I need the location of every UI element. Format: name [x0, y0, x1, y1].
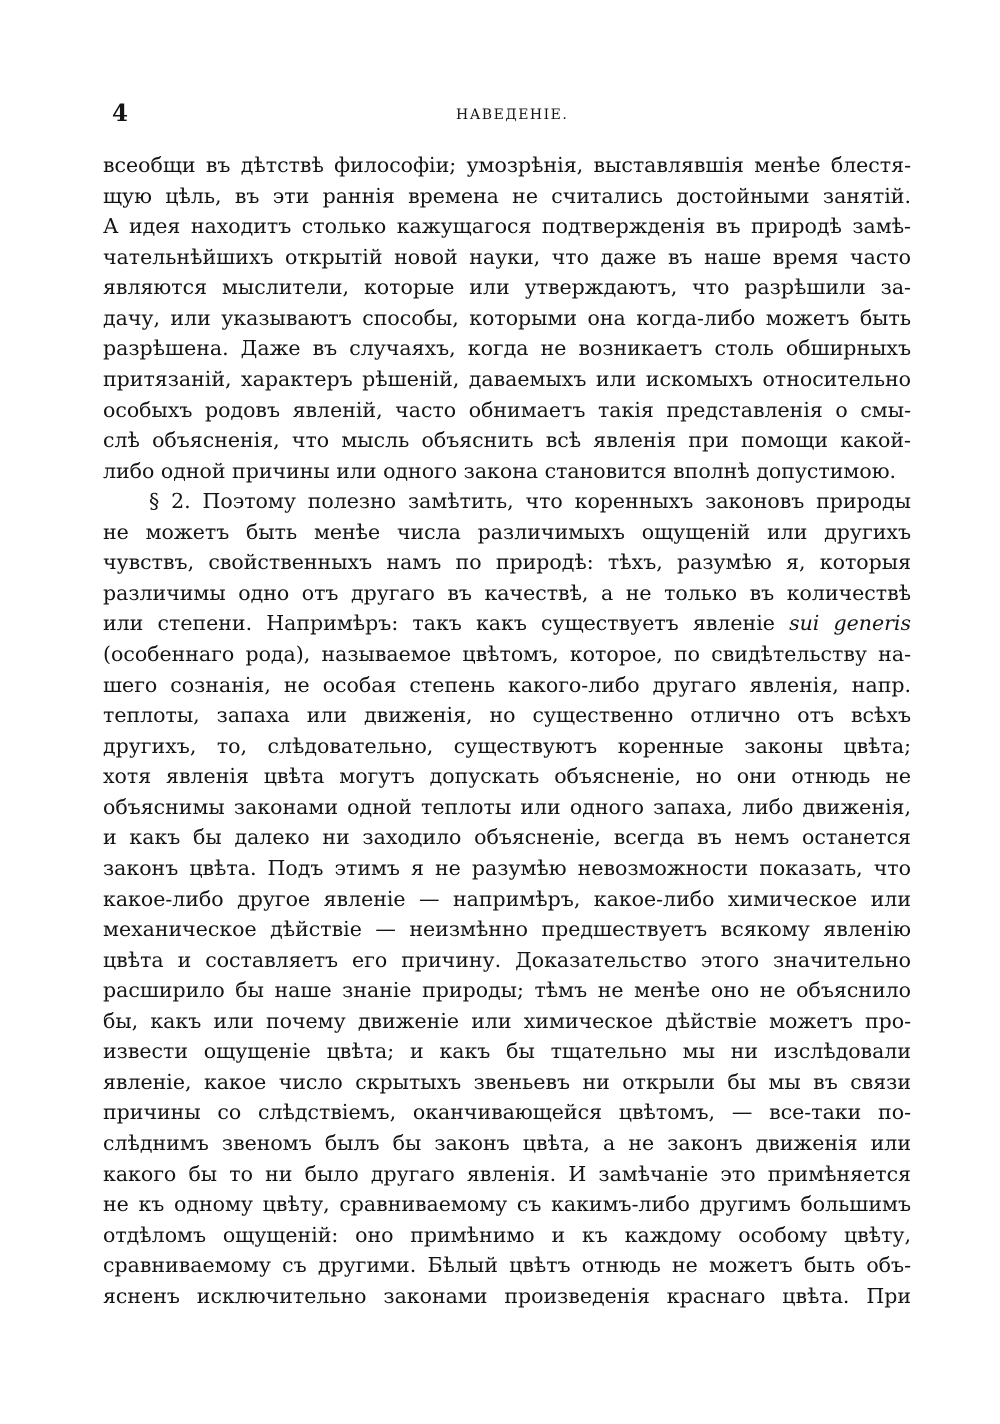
text-line: бы, какъ или почему движеніе или химическое дѣйствіе можетъ про- — [103, 1008, 911, 1033]
section-2-start-line: § 2. Поэтому полезно замѣтить, что коренныхъ законовъ природы — [149, 489, 911, 514]
text-line: различимы одно отъ другаго въ качествѣ, а не только въ количествѣ — [103, 580, 911, 605]
text-line: причины со слѣдствіемъ, оканчивающейся цвѣтомъ, — все-таки по- — [103, 1100, 911, 1125]
text-line: дачу, или указываютъ способы, которыми она когда-либо можетъ быть — [103, 305, 911, 330]
text-line: являются мыслители, которые или утверждаютъ, что разрѣшили за- — [103, 275, 911, 300]
text-line: чательнѣйшихъ открытій новой науки, что даже въ наше время часто — [103, 244, 911, 269]
text-line: не можетъ быть менѣе числа различимыхъ ощущеній или другихъ — [103, 519, 911, 544]
text-line: законъ цвѣта. Подъ этимъ я не разумѣю невозможности показать, что — [103, 855, 911, 880]
text-line: всеобщи въ дѣтствѣ философіи; умозрѣнія, выставлявшія менѣе блестя- — [103, 153, 911, 177]
italic-latin-term: sui generis — [789, 611, 911, 636]
text-line: А идея находитъ столько кажущагося подтвержденія въ природѣ замѣ- — [103, 214, 911, 239]
text-line: ясненъ исключительно законами произведенія краснаго цвѣта. При — [103, 1283, 911, 1308]
text-line: объяснимы законами одной теплоты или одного запаха, либо движенія, — [103, 794, 911, 819]
text-line: другихъ, то, слѣдовательно, существуютъ коренные законы цвѣта; — [103, 733, 911, 758]
text-line: щую цѣль, въ эти раннія времена не считались достойными занятій. — [103, 183, 911, 208]
text-line: не къ одному цвѣту, сравниваемому съ какимъ-либо другимъ большимъ — [103, 1192, 911, 1217]
text-line: разрѣшена. Даже въ случаяхъ, когда не возникаетъ столь обширныхъ — [103, 336, 911, 361]
body-text — [103, 150, 911, 1311]
text-line: особыхъ родовъ явленій, часто обнимаетъ такія представленія о смы- — [103, 397, 911, 422]
text-line: теплоты, запаха или движенія, но существенно отлично отъ всѣхъ — [103, 703, 911, 728]
paragraph-end-line: либо одной причины или одного закона становится вполнѣ допустимою. — [103, 458, 897, 483]
line-text: или степени. Напримѣръ: такъ какъ существуетъ явленіе — [103, 611, 775, 636]
page-number: 4 — [112, 100, 129, 127]
text-line: (особеннаго рода), называемое цвѣтомъ, которое, по свидѣтельству на- — [103, 642, 911, 666]
text-line: сравниваемому съ другими. Бѣлый цвѣтъ отнюдь не можетъ быть объ- — [103, 1253, 911, 1278]
text-line: притязаній, характеръ рѣшеній, даваемыхъ или искомыхъ относительно — [103, 366, 911, 391]
text-line: хотя явленія цвѣта могутъ допускать объясненіе, но они отнюдь не — [103, 764, 911, 789]
text-line: чувствъ, свойственныхъ намъ по природѣ: тѣхъ, разумѣю я, которыя — [103, 550, 911, 575]
text-line: механическое дѣйствіе — неизмѣнно предшествуетъ всякому явленію — [103, 917, 911, 942]
text-line: и какъ бы далеко ни заходило объясненіе, всегда въ немъ останется — [103, 825, 911, 850]
text-line: какое-либо другое явленіе — напримѣръ, какое-либо химическое или — [103, 886, 911, 911]
text-line: какого бы то ни было другаго явленія. И замѣчаніе это примѣняется — [103, 1161, 911, 1186]
text-line: расширило бы наше знаніе природы; тѣмъ не менѣе оно не объяснило — [103, 978, 911, 1003]
text-line: явленіе, какое число скрытыхъ звеньевъ ни открыли бы мы въ связи — [103, 1069, 911, 1094]
text-line: цвѣта и составляетъ его причину. Доказательство этого значительно — [103, 947, 911, 972]
text-line: слѣ объясненія, что мысль объяснить всѣ явленія при помощи какой- — [103, 428, 911, 453]
running-head: НАВЕДЕНІЕ. — [456, 107, 569, 123]
text-line: отдѣломъ ощущеній: оно примѣнимо и къ каждому особому цвѣту, — [103, 1222, 911, 1247]
text-line-with-italic — [103, 608, 911, 639]
text-line: извести ощущеніе цвѣта; и какъ бы тщательно мы ни изслѣдовали — [103, 1039, 911, 1064]
text-line: слѣднимъ звеномъ былъ бы законъ цвѣта, а не законъ движенія или — [103, 1131, 911, 1155]
text-line: шего сознанія, не особая степень какого-либо другаго явленія, напр. — [103, 672, 911, 697]
